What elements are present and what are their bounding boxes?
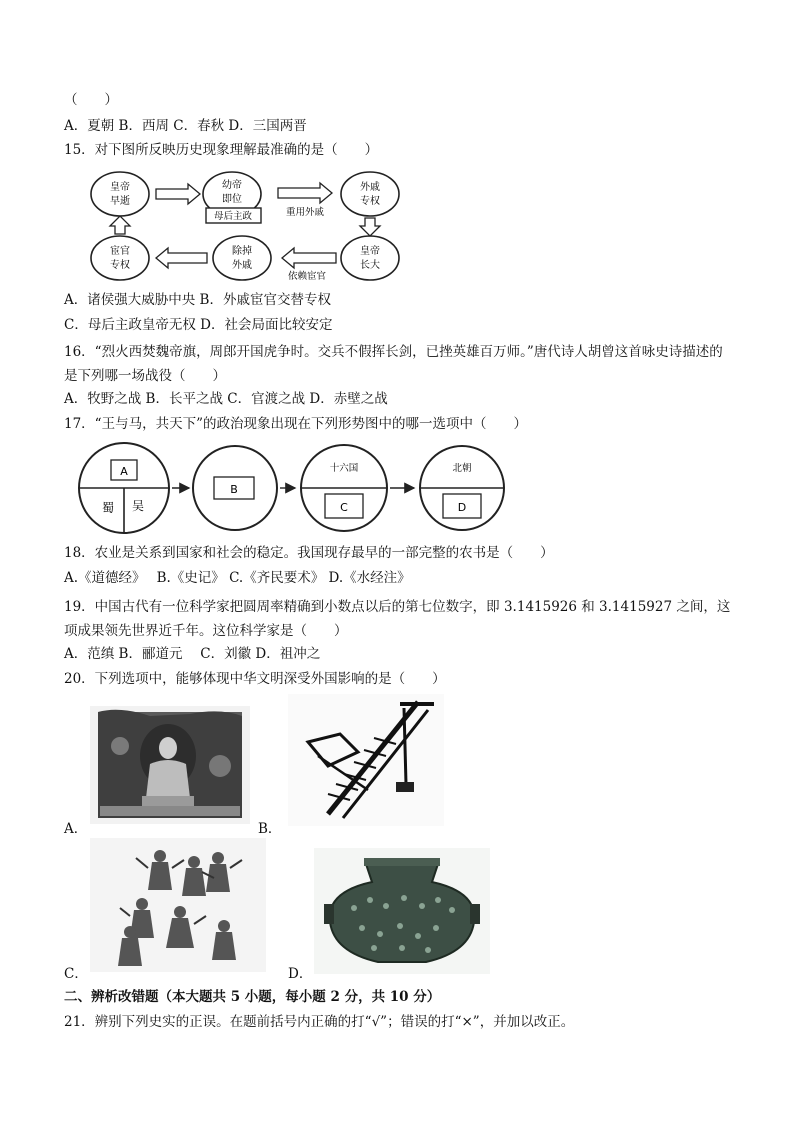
q15-flow-diagram xyxy=(64,166,440,282)
svg-text:宦官: 宦官 xyxy=(110,246,130,257)
q14-answer-paren: （ ） xyxy=(64,92,118,108)
svg-text:重用外戚: 重用外戚 xyxy=(285,207,325,218)
q17-stem: 17．“王与马，共天下”的政治现象出现在下列形势图中的哪一选项中（ ） xyxy=(64,416,527,432)
q15-options-line1: A．诸侯强大威胁中央 B．外戚宦官交替专权 xyxy=(64,292,331,308)
svg-text:幼帝: 幼帝 xyxy=(222,180,242,191)
image-d-label: D． xyxy=(288,966,313,982)
q15-stem: 15．对下图所反映历史现象理解最准确的是（ ） xyxy=(64,142,379,158)
q16-stem: 16．“烈火西焚魏帝旗，周郎开国虎争时。交兵不假挥长剑，已挫英雄百万师。”唐代诗人胡曾这首咏史诗描述的是下列哪一场战役（ ） xyxy=(64,344,723,384)
svg-text:专权: 专权 xyxy=(360,196,380,207)
svg-text:外戚: 外戚 xyxy=(360,182,380,193)
image-a-label: A． xyxy=(64,821,88,837)
box-empress-dowager-rule xyxy=(206,208,261,223)
map-three-kingdoms xyxy=(79,443,169,533)
map-label-a: A xyxy=(120,465,128,478)
image-d-bronze-vessel xyxy=(314,848,490,974)
section2-heading: 二、辨析改错题（本大题共 5 小题，每小题 2 分，共 10 分） xyxy=(64,989,441,1005)
image-c-dancers xyxy=(90,838,266,972)
q15-options-line2: C．母后主政皇帝无权 D．社会局面比较安定 xyxy=(64,317,333,333)
svg-text:早逝: 早逝 xyxy=(110,196,130,207)
image-a-buddha-statue xyxy=(90,706,250,824)
q20-stem: 20．下列选项中，能够体现中华文明深受外国影响的是（ ） xyxy=(64,671,446,687)
map-label-b: B xyxy=(230,483,238,496)
svg-text:依赖宦官: 依赖宦官 xyxy=(287,271,327,282)
map-label-north: 北朝 xyxy=(452,463,472,474)
q19-options: A．范缜 B．郦道元 C．刘徽 D．祖冲之 xyxy=(64,646,321,662)
svg-text:长大: 长大 xyxy=(360,260,380,271)
q14-options: A．夏朝 B．西周 C．春秋 D．三国两晋 xyxy=(64,118,307,134)
map-unified xyxy=(193,446,277,530)
map-label-d: D xyxy=(457,501,467,514)
svg-text:专权: 专权 xyxy=(110,260,130,271)
map-northern-dynasties xyxy=(420,446,504,530)
q21-stem: 21．辨别下列史实的正误。在题前括号内正确的打“√”；错误的打“×”，并加以改正。 xyxy=(64,1014,575,1030)
image-b-water-device xyxy=(288,694,444,826)
map-label-shu: 蜀 xyxy=(101,501,115,515)
image-b-label: B． xyxy=(258,821,282,837)
svg-text:即位: 即位 xyxy=(222,194,242,205)
q16-options: A．牧野之战 B．长平之战 C．官渡之战 D．赤壁之战 xyxy=(64,391,388,407)
svg-text:皇帝: 皇帝 xyxy=(360,246,380,257)
q18-options: A.《道德经》 B.《史记》 C.《齐民要术》 D.《水经注》 xyxy=(64,570,411,586)
svg-text:外戚: 外戚 xyxy=(232,260,252,271)
map-label-wu: 吴 xyxy=(131,499,145,513)
map-sixteen-kingdoms xyxy=(301,445,387,531)
svg-text:除掉: 除掉 xyxy=(232,246,252,257)
svg-text:皇帝: 皇帝 xyxy=(110,182,130,193)
q17-situation-maps xyxy=(64,440,538,536)
map-label-c: C xyxy=(340,501,348,514)
map-label-sixteen: 十六国 xyxy=(329,463,359,474)
q19-stem: 19．中国古代有一位科学家把圆周率精确到小数点以后的第七位数字，即 3.1415926 和 3.1415927 之间，这项成果领先世界近千年。这位科学家是（ ） xyxy=(64,599,731,639)
svg-text:母后主政: 母后主政 xyxy=(213,211,253,222)
image-c-label: C． xyxy=(64,966,88,982)
q18-stem: 18．农业是关系到国家和社会的稳定。我国现存最早的一部完整的农书是（ ） xyxy=(64,545,554,561)
